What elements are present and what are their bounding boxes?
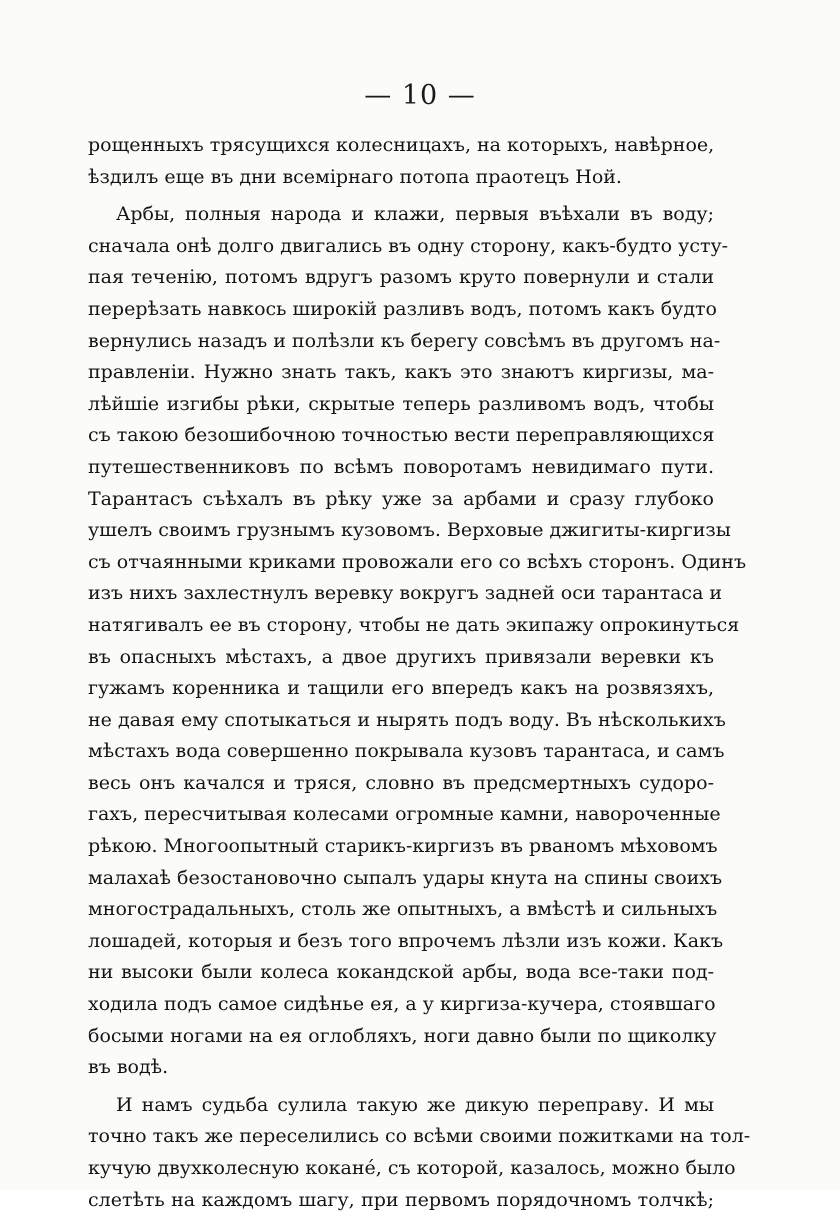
- text-line: лошадей, которыя и безъ того впрочемъ лѣзли изъ кожи. Какъ: [88, 929, 724, 952]
- text-line: рѣкою. Многоопытный старикъ-киргизъ въ рваномъ мѣховомъ: [88, 835, 718, 858]
- text-line: весь онъ качался и тряся, словно въ предсмертныхъ судоро-: [88, 771, 714, 794]
- text-line: съ отчаянными криками провожали его со всѣхъ сторонъ. Одинъ: [88, 550, 747, 573]
- text-line: путешественниковъ по всѣмъ поворотамъ невидимаго пути.: [88, 455, 714, 478]
- text-line: ѣздилъ еще въ дни всемiрнаго потопа праотецъ Ной.: [88, 165, 622, 188]
- text-line: рощенныхъ трясущихся колесницахъ, на которыхъ, навѣрное,: [88, 134, 715, 156]
- text-line: въ водѣ.: [88, 1056, 169, 1079]
- paragraph: [88, 199, 747, 1084]
- text-line: И намъ судьба сулила такую же дикую переправу. И мы: [116, 1093, 714, 1116]
- text-line: сначала онѣ долго двигались въ одну сторону, какъ-будто усту-: [88, 234, 729, 257]
- text-line: босыми ногами на ея оглобляхъ, ноги давно были по щиколку: [88, 1024, 717, 1047]
- paragraph: [88, 130, 714, 193]
- text-line: мѣстахъ вода совершенно покрывала кузовъ тарантаса, и самъ: [88, 740, 725, 763]
- text-line: гахъ, пересчитывая колесами огромные камни, навороченные: [88, 803, 721, 826]
- text-line: ходила подъ самое сидѣнье ея, а у киргиза-кучера, стоявшаго: [88, 993, 716, 1016]
- text-line: вернулись назадъ и полѣзли къ берегу совсѣмъ въ другомъ на-: [88, 329, 721, 352]
- text-line: ушелъ своимъ грузнымъ кузовомъ. Верховые джигиты-киргизы: [88, 519, 731, 542]
- text-line: ни высоки были колеса кокандской арбы, вода все-таки под-: [88, 961, 714, 984]
- text-line: изъ нихъ захлестнулъ веревку вокругъ задней оси тарантаса и: [88, 582, 723, 605]
- text-line: лѣйшiе изгибы рѣки, скрытые теперь разливомъ водъ, чтобы: [88, 392, 714, 415]
- text-line: пая теченiю, потомъ вдругъ разомъ круто повернули и стали: [88, 266, 714, 289]
- text-line: правленiи. Нужно знать такъ, какъ это знаютъ киргизы, ма-: [88, 361, 714, 384]
- page-number: — 10 —: [364, 80, 476, 111]
- text-line: точно такъ же переселились со всѣми своими пожитками на тол-: [88, 1125, 751, 1148]
- text-line: съ такою безошибочною точностью вести переправляющихся: [88, 424, 715, 447]
- text-line: слетѣть на каждомъ шагу, при первомъ порядочномъ толчкѣ;: [88, 1188, 714, 1211]
- text-line: Тарантасъ съѣхалъ въ рѣку уже за арбами и сразу глубоко: [88, 487, 714, 510]
- text-line: многострадальныхъ, столь же опытныхъ, а вмѣстѣ и сильныхъ: [88, 898, 718, 921]
- text-line: кучую двухколесную коканé, съ которой, казалось, можно было: [88, 1157, 736, 1179]
- body-text: [88, 130, 751, 1216]
- text-line: Арбы, полныя народа и клажи, первыя въѣхали въ воду;: [116, 203, 714, 226]
- text-line: не давая ему спотыкаться и нырять подъ воду. Въ нѣсколькихъ: [88, 708, 726, 731]
- text-line: въ опасныхъ мѣстахъ, а двое другихъ привязали веревки къ: [88, 645, 714, 668]
- text-line: перерѣзать навкось широкiй разливъ водъ, потомъ какъ будто: [88, 297, 717, 320]
- paragraph: [88, 1090, 751, 1216]
- text-line: натягивалъ ее въ сторону, чтобы не дать экипажу опрокинуться: [88, 613, 740, 636]
- text-line: малахаѣ безостановочно сыпалъ удары кнута на спины своихъ: [88, 866, 723, 889]
- text-line: гужамъ коренника и тащили его впередъ какъ на розвязяхъ,: [88, 677, 714, 700]
